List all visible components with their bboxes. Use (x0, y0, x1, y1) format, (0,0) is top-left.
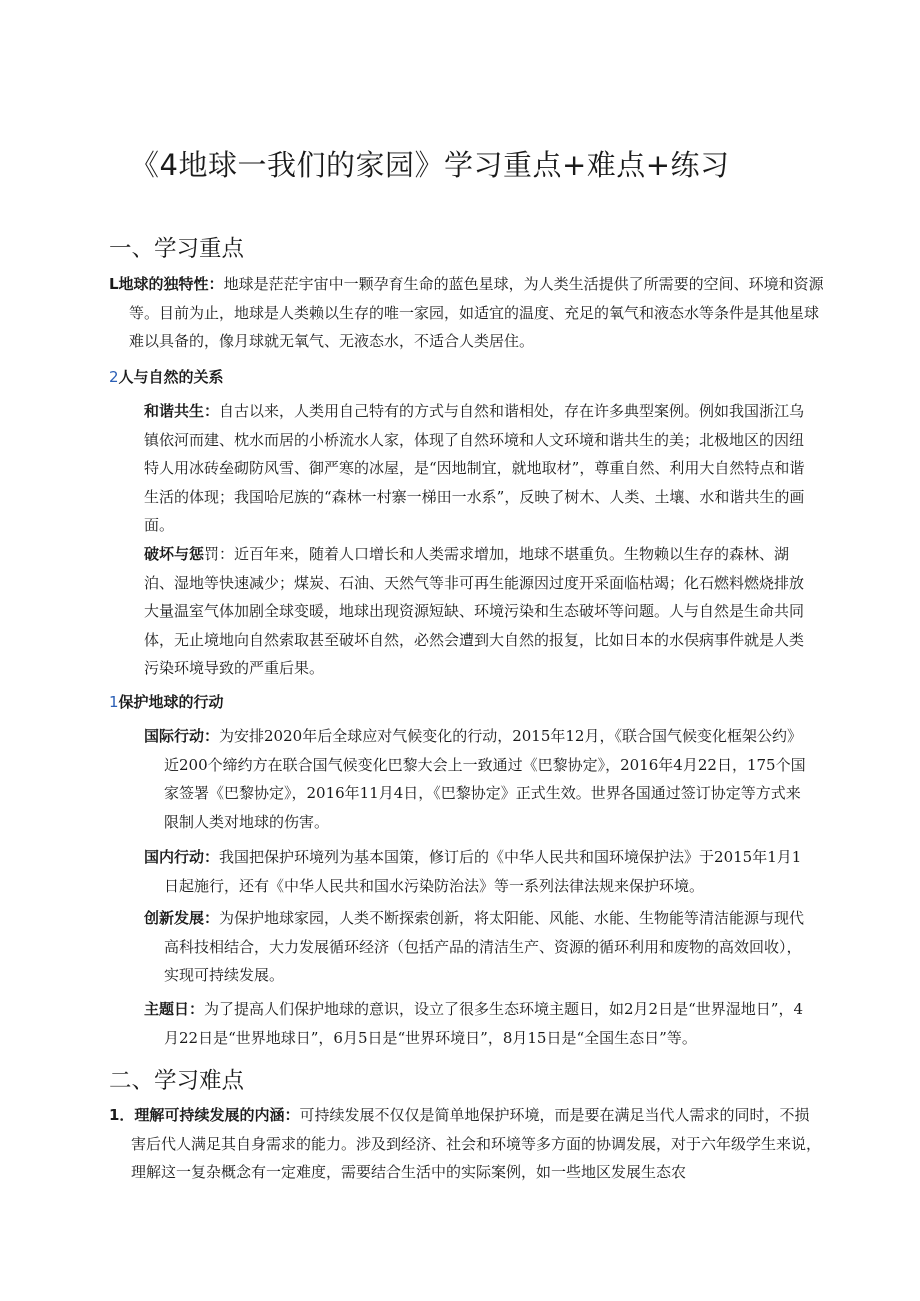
paragraph-label: 破坏与惩 (144, 545, 205, 563)
document-title: 《4地球一我们的家园》学习重点+难点+练习 (130, 148, 730, 182)
paragraph-text: 罚：近百年来，随着人口增长和人类需求增加，地球不堪重负。生物赖以生存的森林、湖泊、湿地等快速减少；煤炭、石油、天然气等非可再生能源因过度开采面临枯竭；化石燃料燃烧排放大量温室气体加剧全球变暖，地球出现资源短缺、环境污染和生态破坏等问题。人与自然是生命共同体，无止境地向自然索取甚至破坏自然，必然会遭到大自然的报复，比如日本的水俣病事件就是人类污染环境导致的严重后果。 (144, 545, 805, 677)
subheading-human-nature (109, 366, 224, 387)
paragraph-label: L地球的独特性： (109, 275, 224, 293)
paragraph-label: 国内行动： (144, 848, 220, 866)
paragraph-international-action (144, 722, 809, 836)
paragraph-text: 可持续发展不仅仅是简单地保护环境，而是要在满足当代人需求的同时，不损害后代人满足其自身需求的能力。涉及到经济、社会和环境等多方面的协调发展，对于六年级学生来说，理解这一复杂概念有一定难度，需要结合生活中的实际案例，如一些地区发展生态农 (131, 1106, 822, 1181)
paragraph-text: 我国把保护环境列为基本国策，修订后的《中华人民共和国环境保护法》于2015年1月1日起施行，还有《中华人民共和国水污染防治法》等一系列法律法规来保护环境。 (164, 848, 802, 895)
subheading-protect-earth (109, 691, 224, 712)
paragraph-damage-punishment (144, 540, 809, 683)
paragraph-label: 和谐共生： (144, 402, 220, 420)
subheading-number: 2 (109, 368, 119, 386)
paragraph-innovation (144, 904, 809, 990)
paragraph-harmony (144, 397, 809, 540)
paragraph-text: 为安排2020年后全球应对气候变化的行动，2015年12月，《联合国气候变化框架公约》近200个缔约方在联合国气候变化巴黎大会上一致通过《巴黎协定》，2016年4月22日，175个国家签署《巴黎协定》，2016年11月4日，《巴黎协定》正式生效。世界各国通过签订协定等方式来限制人类对地球的伤害。 (164, 727, 806, 831)
paragraph-earth-uniqueness (109, 270, 824, 356)
paragraph-text: 自古以来，人类用自己特有的方式与自然和谐相处，存在许多典型案例。例如我国浙江乌镇依河而建、枕水而居的小桥流水人家，体现了自然环境和人文环境和谐共生的美；北极地区的因纽特人用冰砖垒砌防风雪、御严寒的冰屋，是“因地制宜，就地取材”，尊重自然、利用大自然特点和谐生活的体现；我国哈尼族的“森林一村寨一梯田一水系”，反映了树木、人类、土壤、水和谐共生的画面。 (144, 402, 805, 534)
subheading-number: 1 (109, 693, 119, 711)
paragraph-text: 为了提高人们保护地球的意识，设立了很多生态环境主题日，如2月2日是“世界湿地日”，4月22日是“世界地球日”，6月5日是“世界环境日”，8月15日是“全国生态日”等。 (164, 1000, 803, 1047)
section-heading-key-points: 一、学习重点 (109, 236, 245, 262)
paragraph-label: 1．理解可持续发展的内涵： (109, 1106, 300, 1124)
paragraph-text: 为保护地球家园，人类不断探索创新，将太阳能、风能、水能、生物能等清洁能源与现代高科技相结合，大力发展循环经济（包括产品的清洁生产、资源的循环利用和废物的高效回收），实现可持续发展。 (164, 909, 805, 984)
paragraph-text: 地球是茫茫宇宙中一颗孕育生命的蓝色星球，为人类生活提供了所需要的空间、环境和资源等。目前为止，地球是人类赖以生存的唯一家园，如适宜的温度、充足的氧气和液态水等条件是其他星球难以具备的，像月球就无氧气、无液态水，不适合人类居住。 (129, 275, 824, 350)
paragraph-label: 主题日： (144, 1000, 205, 1018)
paragraph-label: 国际行动： (144, 727, 220, 745)
subheading-text: 保护地球的行动 (118, 693, 224, 711)
paragraph-domestic-action (144, 843, 809, 900)
section-heading-difficulties: 二、学习难点 (109, 1068, 245, 1094)
subheading-text: 人与自然的关系 (118, 368, 224, 386)
paragraph-sustainable-development (109, 1101, 821, 1187)
paragraph-label: 创新发展： (144, 909, 220, 927)
paragraph-theme-days (144, 995, 809, 1052)
